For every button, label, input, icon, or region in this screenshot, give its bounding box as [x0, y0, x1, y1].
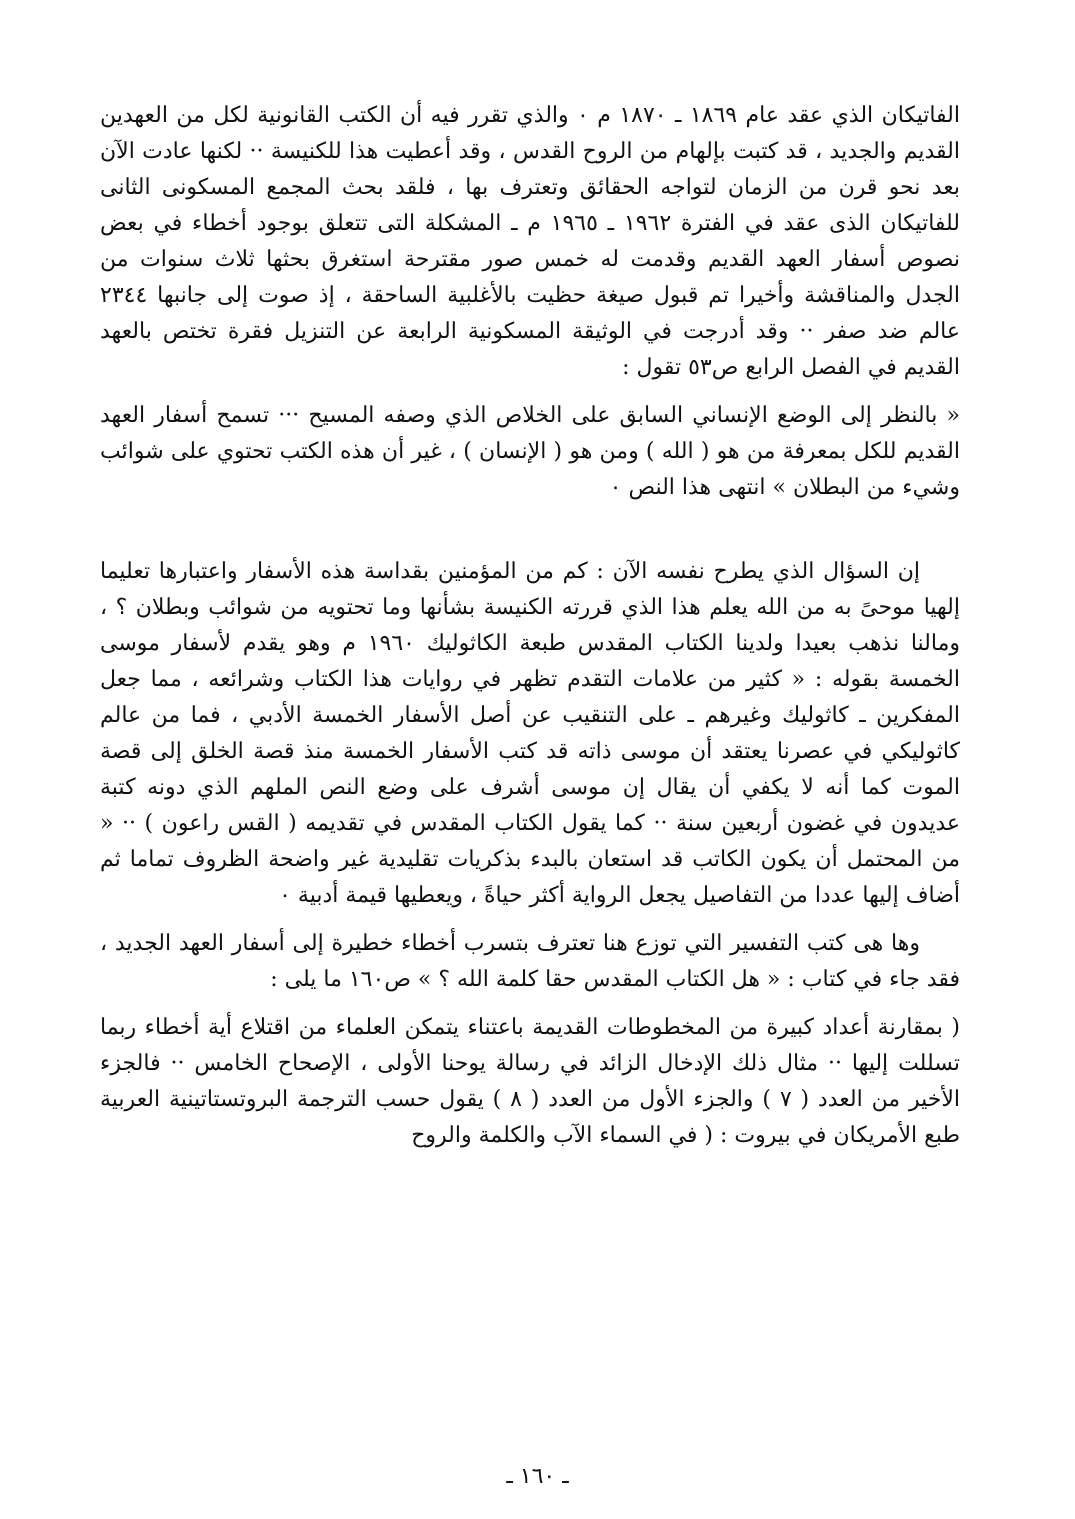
- page-body: [100, 98, 960, 1154]
- paragraph-question: إن السؤال الذي يطرح نفسه الآن : كم من المؤمنين بقداسة هذه الأسفار واعتبارها تعليما إلهيا موحىً به من الله يعلم هذا الذي قررته الكنيسة بشأنها وما تحتويه من شوائب وبطلان ؟ ، ومالنا نذهب بعيدا ولدينا الكتاب المقدس طبعة الكاثوليك ١٩٦٠ م وهو يقدم لأسفار موسى الخمسة بقوله : « كثير من علامات التقدم تظهر في روايات هذا الكتاب وشرائعه ، مما جعل المفكرين ـ كاثوليك وغيرهم ـ على التنقيب عن أصل الأسفار الخمسة الأدبي ، فما من عالم كاثوليكي في عصرنا يعتقد أن موسى ذاته قد كتب الأسفار الخمسة منذ قصة الخلق إلى قصة الموت كما أنه لا يكفي أن يقال إن موسى أشرف على وضع النص الملهم الذي دونه كتبة عديدون في غضون أربعين سنة ·· كما يقول الكتاب المقدس في تقديمه ( القس راعون ) ·· « من المحتمل أن يكون الكاتب قد استعان بالبدء بذكريات تقليدية غير واضحة الظروف تماما ثم أضاف إليها عددا من التفاصيل يجعل الرواية أكثر حياةً ، ويعطيها قيمة أدبية ٠: [100, 559, 960, 908]
- paragraph-commentary-books: وها هى كتب التفسير التي توزع هنا تعترف بتسرب أخطاء خطيرة إلى أسفار العهد الجديد ، فقد جاء في كتاب : « هل الكتاب المقدس حقا كلمة الله ؟ » ص١٦٠ ما يلى :: [100, 931, 960, 992]
- paragraph-vatican-council: الفاتيكان الذي عقد عام ١٨٦٩ ـ ١٨٧٠ م ٠ والذي تقرر فيه أن الكتب القانونية لكل من العهدين القديم والجديد ، قد كتبت بإلهام من الروح القدس ، وقد أعطيت هذا للكنيسة ·· لكنها عادت الآن بعد نحو قرن من الزمان لتواجه الحقائق وتعترف بها ، فلقد بحث المجمع المسكونى الثانى للفاتيكان الذى عقد في الفترة ١٩٦٢ ـ ١٩٦٥ م ـ المشكلة التى تتعلق بوجود أخطاء في بعض نصوص أسفار العهد القديم وقدمت له خمس صور مقترحة استغرق بحثها ثلاث سنوات من الجدل والمناقشة وأخيرا تم قبول صيغة حظيت بالأغلبية الساحقة ، إذ صوت إلى جانبها ٢٣٤٤ عالم ضد صفر ·· وقد أدرجت في الوثيقة المسكونية الرابعة عن التنزيل فقرة تختص بالعهد القديم في الفصل الرابع ص٥٣ تقول :: [100, 103, 961, 380]
- spacer: [100, 998, 960, 1010]
- page-number: ـ ١٦٠ ـ: [506, 1464, 569, 1489]
- paragraph-quote-document: « بالنظر إلى الوضع الإنساني السابق على الخلاص الذي وصفه المسيح ··· تسمح أسفار العهد القديم للكل بمعرفة من هو ( الله ) ومن هو ( الإنسان ) ، غير أن هذه الكتب تحتوي على شوائب وشيء من البطلان » انتهى هذا النص ٠: [100, 403, 960, 500]
- spacer: [100, 914, 960, 926]
- spacer: [100, 506, 960, 554]
- spacer: [100, 386, 960, 398]
- paragraph-manuscripts: ( بمقارنة أعداد كبيرة من المخطوطات القديمة باعتناء يتمكن العلماء من اقتلاع أية أخطاء ربما تسللت إليها ·· مثال ذلك الإدخال الزائد في رسالة يوحنا الأولى ، الإصحاح الخامس ·· فالجزء الأخير من العدد ( ٧ ) والجزء الأول من العدد ( ٨ ) يقول حسب الترجمة البروتستاتينية العربية طبع الأمريكان في بيروت : ( في السماء الآب والكلمة والروح: [100, 1015, 960, 1148]
